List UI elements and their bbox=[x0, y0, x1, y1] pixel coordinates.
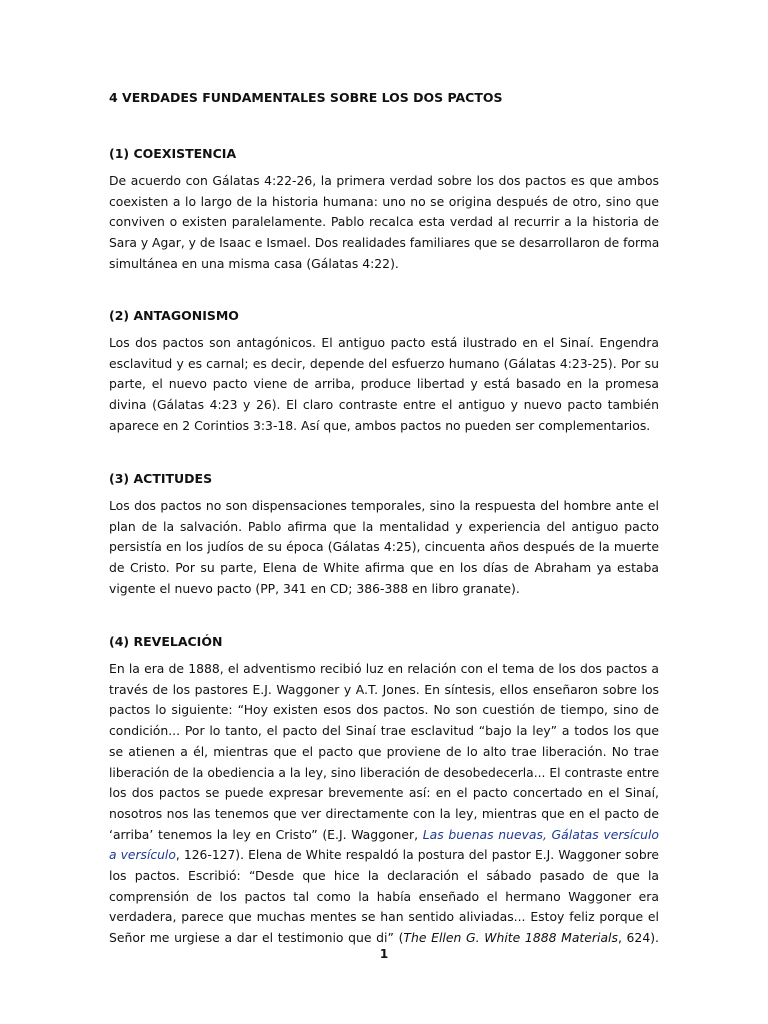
section-heading-coexistencia: (1) COEXISTENCIA bbox=[109, 146, 237, 161]
paragraph-line: condición... Por lo tanto, el pacto del Sinaí trae esclavitud “bajo la ley” a todos los que bbox=[109, 723, 659, 739]
paragraph-line: parte, el nuevo pacto viene de arriba, produce libertad y está basado en la promesa bbox=[109, 376, 659, 392]
quote-text: ‘arriba’ tenemos la ley en Cristo” (E.J. Waggoner, bbox=[109, 826, 423, 842]
section-heading-revelacion: (4) REVELACIÓN bbox=[109, 634, 223, 649]
paragraph-line: vigente el nuevo pacto (PP, 341 en CD; 386-388 en libro granate). bbox=[109, 580, 520, 596]
paragraph-line: través de los pastores E.J. Waggoner y A.T. Jones. En síntesis, ellos enseñaron sobre los bbox=[109, 681, 659, 697]
section-paragraph-revelacion bbox=[109, 659, 659, 949]
book-link[interactable]: Las buenas nuevas, Gálatas versículo bbox=[422, 826, 659, 842]
paragraph-line: los dos pactos se puede expresar brevemente así: en el pacto concertado en el Sinaí, bbox=[109, 785, 659, 801]
section-paragraph-actitudes bbox=[109, 496, 659, 600]
paragraph-line: comprensión de los pactos tal como la había enseñado el hermano Waggoner era bbox=[109, 888, 659, 904]
book-link-continued[interactable]: a versículo bbox=[109, 848, 176, 863]
paragraph-line bbox=[109, 845, 659, 866]
paragraph-line bbox=[109, 825, 659, 846]
paragraph-line: conviven o existen paralelamente. Pablo recalca esta verdad al recurrir a la historia de bbox=[109, 214, 659, 230]
paragraph-line: Los dos pactos son antagónicos. El antiguo pacto está ilustrado en el Sinaí. Engendra bbox=[109, 335, 659, 350]
document-title: 4 VERDADES FUNDAMENTALES SOBRE LOS DOS PACTOS bbox=[109, 90, 503, 105]
section-paragraph-coexistencia bbox=[109, 171, 659, 275]
paragraph-line: divina (Gálatas 4:23 y 26). El claro contraste entre el antiguo y nuevo pacto también bbox=[109, 397, 659, 413]
paragraph-line: Los dos pactos no son dispensaciones temporales, sino la respuesta del hombre ante el bbox=[109, 498, 659, 513]
paragraph-line: los pactos. Escribió: “Desde que hice la declaración el sábado pasado de que la bbox=[109, 868, 659, 884]
paragraph-line: se atienen a él, mientras que el pacto que proviene de lo alto trae liberación. No trae bbox=[109, 743, 659, 759]
citation-text: , 126-127). Elena de White respaldó la postura del pastor E.J. Waggoner sobre bbox=[175, 848, 659, 863]
paragraph-line: coexisten a lo largo de la historia humana: uno no se origina después de otro, sino que bbox=[109, 193, 659, 209]
paragraph-line: aparece en 2 Corintios 3:3-18. Así que, ambos pactos no pueden ser complementarios. bbox=[109, 417, 651, 433]
section-heading-actitudes: (3) ACTITUDES bbox=[109, 471, 213, 486]
paragraph-line: de Cristo. Por su parte, Elena de White afirma que en los días de Abraham ya estaba bbox=[109, 560, 659, 576]
section-paragraph-antagonismo bbox=[109, 333, 659, 437]
paragraph-line: liberación de la obediencia a la ley, sino liberación de desobedecerla... El contraste entre bbox=[109, 765, 660, 780]
paragraph-line: persistía en los judíos de su época (Gálatas 4:25), cincuenta años después de la muerte bbox=[109, 539, 659, 555]
citation-text: , 624). bbox=[617, 930, 659, 946]
quote-text: Señor me urgiese a dar el testimonio que di” ( bbox=[109, 930, 404, 946]
paragraph-line: En la era de 1888, el adventismo recibió luz en relación con el tema de los dos pactos a bbox=[109, 661, 659, 676]
paragraph-line: plan de la salvación. Pablo afirma que la mentalidad y experiencia del antiguo pacto bbox=[109, 518, 659, 534]
paragraph-line: pactos lo siguiente: “Hoy existen esos dos pactos. No son cuestión de tiempo, sino de bbox=[109, 702, 659, 718]
page-number: 1 bbox=[379, 947, 389, 961]
section-heading-antagonismo: (2) ANTAGONISMO bbox=[109, 308, 239, 323]
paragraph-line: Sara y Agar, y de Isaac e Ismael. Dos realidades familiares que se desarrollaron de forma bbox=[109, 236, 660, 251]
paragraph-line: De acuerdo con Gálatas 4:22-26, la primera verdad sobre los dos pactos es que ambos bbox=[109, 173, 659, 188]
paragraph-line: esclavitud y es carnal; es decir, depende del esfuerzo humano (Gálatas 4:23-25). Por su bbox=[109, 355, 659, 371]
document-page bbox=[109, 0, 659, 1024]
book-title: The Ellen G. White 1888 Materials bbox=[403, 930, 618, 946]
paragraph-line: nosotros nos las tenemos que ver directamente con la ley, mientras que en el pacto de bbox=[109, 805, 659, 821]
paragraph-line: verdadera, parece que muchas mentes se han sentido aliviadas... Estoy feliz porque el bbox=[109, 909, 659, 925]
paragraph-line: simultánea en una misma casa (Gálatas 4:22). bbox=[109, 255, 399, 271]
